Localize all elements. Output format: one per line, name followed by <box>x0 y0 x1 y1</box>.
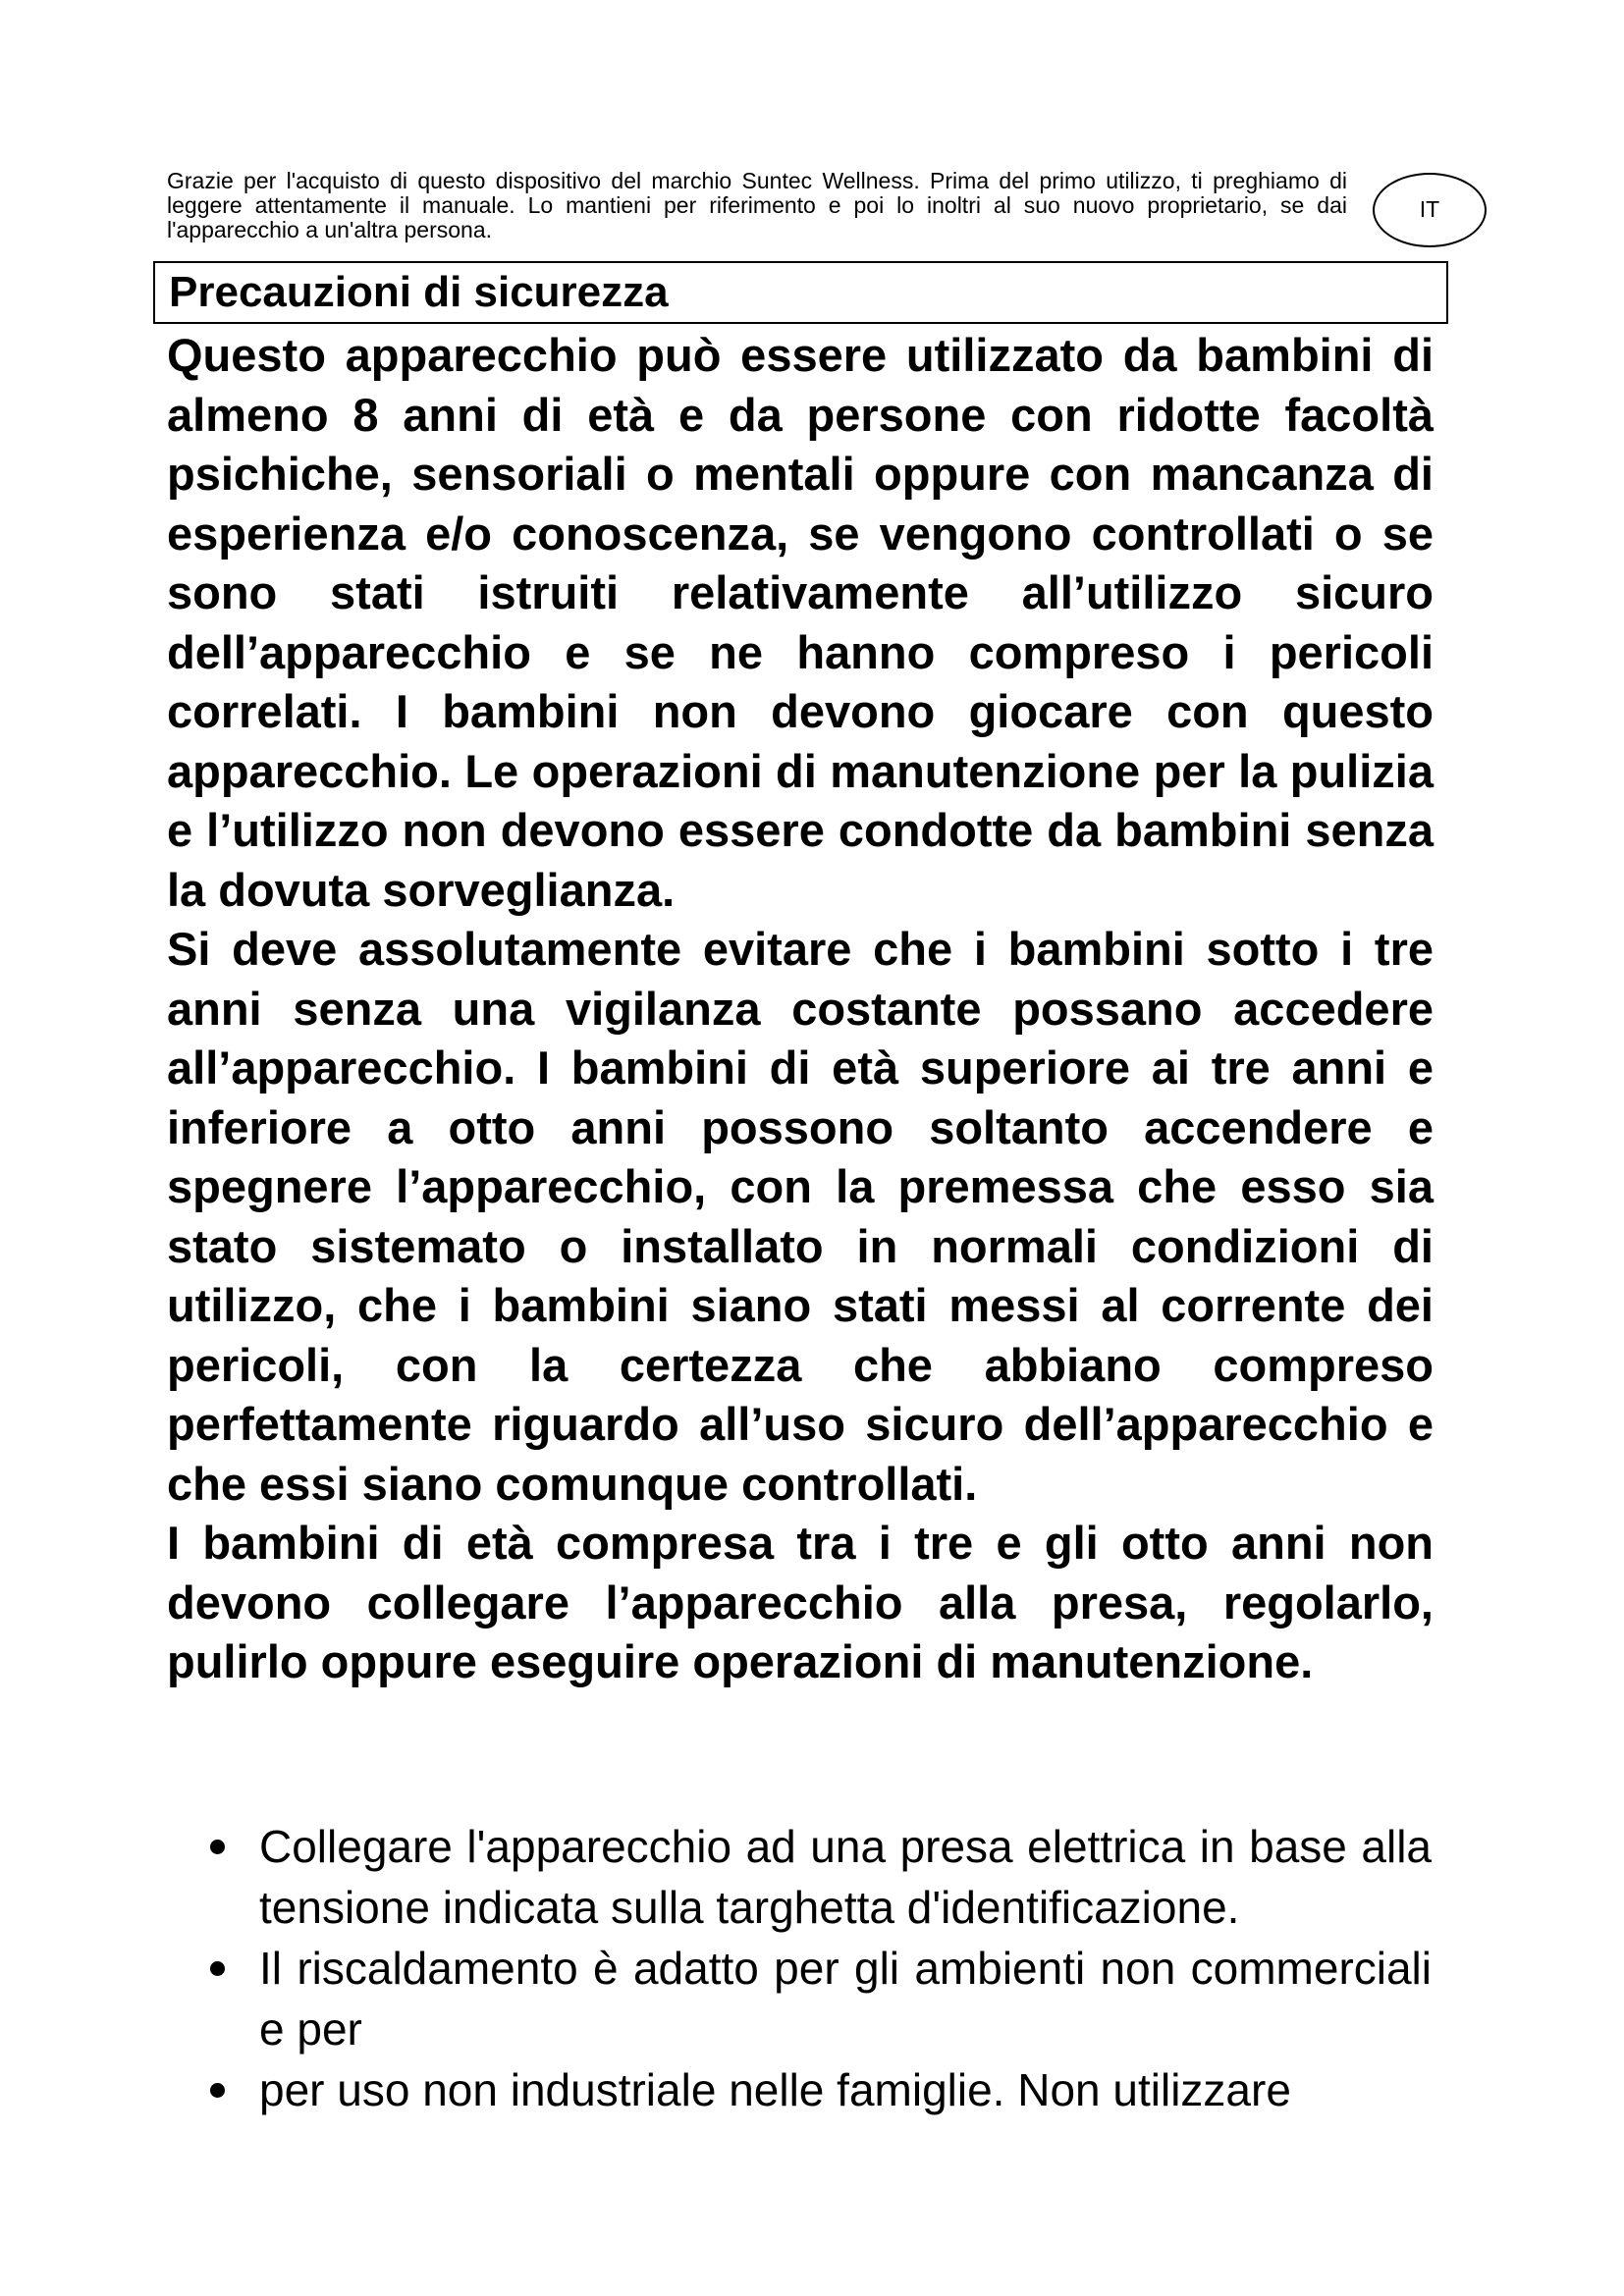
list-item-text: per uso non industriale nelle famiglie. Non utilizzare <box>259 2064 1291 2115</box>
list-item-text: Il riscaldamento è adatto per gli ambienti non commerciali e per <box>259 1943 1432 2055</box>
section-heading-box <box>153 261 1448 324</box>
bullet-icon <box>210 2083 225 2098</box>
list-item-text: Collegare l'apparecchio ad una presa elettrica in base alla tensione indicata sulla targhetta d'identificazione. <box>259 1821 1432 1933</box>
list-item <box>196 2059 1432 2120</box>
section-title: Precauzioni di sicurezza <box>169 268 669 316</box>
language-badge-label: IT <box>1419 196 1440 222</box>
safety-text <box>167 326 1434 1692</box>
safety-bullet-list <box>196 1816 1432 2120</box>
paragraph-children-usage: Questo apparecchio può essere utilizzato da bambini di almeno 8 anni di età e da persone con ridotte facoltà psichiche, sensoriali o mentali oppure con mancanza di esperienza e/o conoscenza, se vengono controllati o se sono stati istruiti relativamente all’utilizzo sicuro dell’apparecchio e se ne hanno compreso i pericoli correlati. I bambini non devono giocare con questo apparecchio. Le operazioni di manutenzione per la pulizia e l’utilizzo non devono essere condotte da bambini senza la dovuta sorveglianza. <box>167 329 1434 916</box>
list-item <box>196 1816 1432 1938</box>
language-badge <box>1373 173 1487 247</box>
bullet-icon <box>210 1961 225 1976</box>
paragraph-children-under-three: Si deve assolutamente evitare che i bambini sotto i tre anni senza una vigilanza costante possano accedere all’apparecchio. I bambini di età superiore ai tre anni e inferiore a otto anni possono soltanto accendere e spegnere l’apparecchio, con la premessa che esso sia stato sistemato o installato in normali condizioni di utilizzo, che i bambini siano stati messi al corrente dei pericoli, con la certezza che abbiano compreso perfettamente riguardo all’uso sicuro dell’apparecchio e che essi siano comunque controllati. <box>167 923 1434 1510</box>
list-item <box>196 1938 1432 2059</box>
bullet-icon <box>210 1840 225 1854</box>
paragraph-children-three-to-eight: I bambini di età compresa tra i tre e gli otto anni non devono collegare l’apparecchio alla presa, regolarlo, pulirlo oppure eseguire operazioni di manutenzione. <box>167 1517 1434 1687</box>
intro-text: Grazie per l'acquisto di questo dispositivo del marchio Suntec Wellness. Prima del primo utilizzo, ti preghiamo di leggere attentamente il manuale. Lo mantieni per riferimento e poi lo inoltri al suo nuovo proprietario, se dai l'apparecchio a un'altra persona. <box>167 168 1347 242</box>
